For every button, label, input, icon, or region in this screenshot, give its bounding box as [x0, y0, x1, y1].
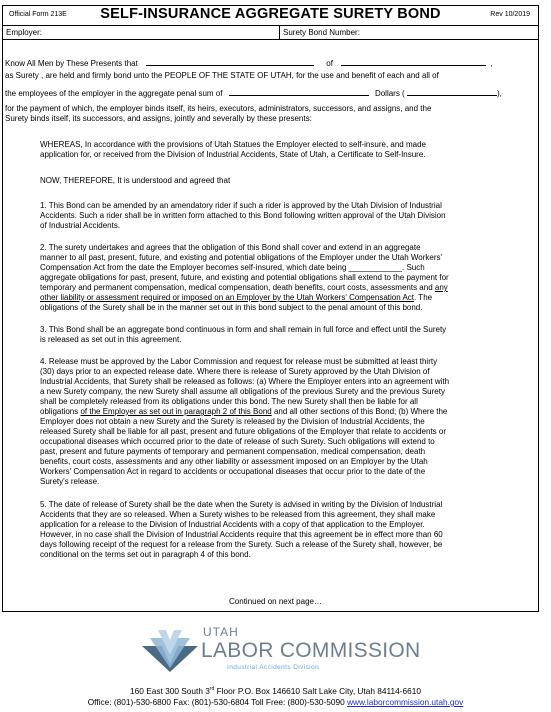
para-4-line-12: Workers' Compensation Act in regard to accidents or occupational diseases that occur prior to the date of the — [40, 467, 426, 476]
para-4-line-4: a new Surety company, the new Surety shall assume all obligations of the previous Surety and the previous Surety — [40, 387, 445, 396]
self-insured-date-blank[interactable]: ____________ — [348, 263, 403, 272]
intro-line-4: for the payment of which, the employer binds itself, its heirs, executors, administrators, successors, and assigns, and the — [5, 104, 432, 113]
para-2-line-2: manner to all past, present, future, and existing and potential obligations of the Employer under the Utah Workers' — [40, 253, 443, 262]
whereas-line-2: application for, or received from the Division of Industrial Accidents, State of Utah, a Certificate to Self-Insure. — [40, 150, 426, 159]
surety-bond-number-field[interactable]: Surety Bond Number: — [283, 28, 360, 37]
employer-field[interactable]: Employer: — [6, 28, 43, 37]
para-5-line-5: days following receipt of the request for a release from the Surety. Such a release of the Surety shall, however, be — [40, 540, 443, 549]
para-3-line-1: 3. This Bond shall be an aggregate bond continuous in form and shall remain in full force and effect until the Surety — [40, 325, 447, 334]
intro-line-2: as Surety , are held and firmly bond unto the PEOPLE OF THE STATE OF UTAH, for the use and benefit of each and all of — [5, 71, 439, 80]
para-4-line-1: 4. Release must be approved by the Labor Commission and request for release must be submitted at least thirty — [40, 357, 438, 366]
surety-name-blank[interactable] — [341, 57, 486, 66]
penal-sum-amount-blank[interactable] — [407, 87, 497, 96]
employer-field-row — [3, 25, 538, 40]
whereas-line-1: WHEREAS, In accordance with the provisions of Utah Statues the Employer elected to self-insure, and made — [40, 140, 426, 149]
para-1-line-1: 1. This Bond can be amended by an amendatory rider if such a rider is approved by the Utah Division of Industrial — [40, 201, 442, 210]
revision-date: Rev 10/2019 — [490, 11, 530, 18]
para-2-line-6: other liability or assessment required or imposed on an Employer by the Utah Workers' Compensation Act. The — [40, 293, 433, 302]
footer-contact: Office: (801)-530-6800 Fax: (801)-530-6804 Toll Free: (800)-530-5090 www.laborcommission.utah.gov — [87, 697, 464, 707]
para-4-line-5: shall be completely released from its obligations under this bond. The new Surety shall then be liable for all — [40, 397, 418, 406]
footer-address: 160 East 300 South 3rd Floor P.O. Box 146610 Salt Lake City, Utah 84114-6610 — [130, 686, 421, 696]
logo-division-text: Industrial Accidents Division — [227, 664, 320, 671]
intro-line-3: the employees of the employer in the aggregate penal sum of Dollars ( ), — [5, 89, 502, 98]
field-divider — [279, 26, 280, 39]
penal-sum-words-blank[interactable] — [229, 87, 369, 96]
para-2-line-3: Compensation Act from the date the Employer becomes self-insured, which date being ____________. Such — [40, 263, 425, 272]
continued-note: Continued on next page… — [229, 597, 322, 606]
para-3-line-2: is released as set out in this agreement. — [40, 335, 182, 344]
principal-name-blank[interactable] — [146, 57, 314, 66]
now-therefore: NOW, THEREFORE, It is understood and agreed that — [40, 176, 231, 185]
para-4-line-13: Surety's release. — [40, 477, 100, 486]
para-2-line-4: aggregate obligations for past, present, future, and existing and potential obligations shall extend to the payment for — [40, 273, 449, 282]
para-4-line-9: occupational diseases which occurred prior to the date of release of such Surety. Such obligations will extend to — [40, 437, 435, 446]
website-link[interactable]: www.laborcommission.utah.gov — [347, 697, 464, 707]
intro-line-5: Surety binds itself, its successors, and assigns, jointly and severally by these presents: — [5, 114, 312, 123]
para-5-line-6: conditional on the terms set out in paragraph 4 of this bond. — [40, 550, 251, 559]
para-4-line-6: obligations of the Employer as set out in paragraph 2 of this Bond and all other sections of this Bond; (b) Where the — [40, 407, 448, 416]
para-5-line-1: 5. The date of release of Surety shall be the date when the Surety is advised in writing by the Division of Industrial — [40, 500, 443, 509]
form-header — [3, 6, 538, 24]
para-2-line-1: 2. The surety undertakes and agrees that the obligation of this Bond shall cover and extend in an aggregate — [40, 243, 421, 252]
form-number: Official Form 213E — [9, 11, 67, 18]
para-1-line-3: of Industrial Accidents. — [40, 221, 121, 230]
para-4-line-8: released Surety shall be liable for all past, present and future obligations of the Employer that relate to accidents or — [40, 427, 447, 436]
form-title: SELF-INSURANCE AGGREGATE SURETY BOND — [100, 6, 441, 22]
para-5-line-3: application for a release to the Division of Industrial Accidents with a copy of that application to the Employer. — [40, 520, 425, 529]
logo-utah-text: UTAH — [203, 625, 239, 639]
para-5-line-4: However, in no case shall the Division of Industrial Accidents require that this agreement be in effect more than 60 — [40, 530, 443, 539]
para-4-line-10: past, present and future payments of temporary and permanent compensation, medical compensation, death — [40, 447, 426, 456]
para-4-line-7: Employer does not obtain a new Surety and the Surety is released by the Division of Industrial Accidents, the — [40, 417, 425, 426]
para-2-line-7: obligations of the Surety shall be in the manner set out in this bond subject to the penal amount of this bond. — [40, 303, 423, 312]
para-5-line-2: Accidents that they are so released. When a Surety wishes to be released from this agreement, they shall make — [40, 510, 436, 519]
para-2-line-5: temporary and permanent compensation, medical compensation, death benefits, court costs, assessments and any — [40, 283, 448, 292]
para-4-line-11: benefits, court costs, assessments and any other liability or assessment imposed on an Employer by the Utah — [40, 457, 428, 466]
para-4-line-2: (30) days prior to an expected release date. Where there is release of Surety approved by the Utah Division of — [40, 367, 430, 376]
para-4-line-3: Industrial Accidents, that Surety shall be released as follows: (a) Where the Employer enters into an agreement with — [40, 377, 450, 386]
intro-line-1: Know All Men by These Presents that of , — [5, 59, 493, 68]
logo-labor-commission-text: LABOR COMMISSION — [201, 639, 421, 662]
para-1-line-2: Accidents. Such a rider shall be in written form attached to this Bond following written approval of the Utah Division — [40, 211, 446, 220]
